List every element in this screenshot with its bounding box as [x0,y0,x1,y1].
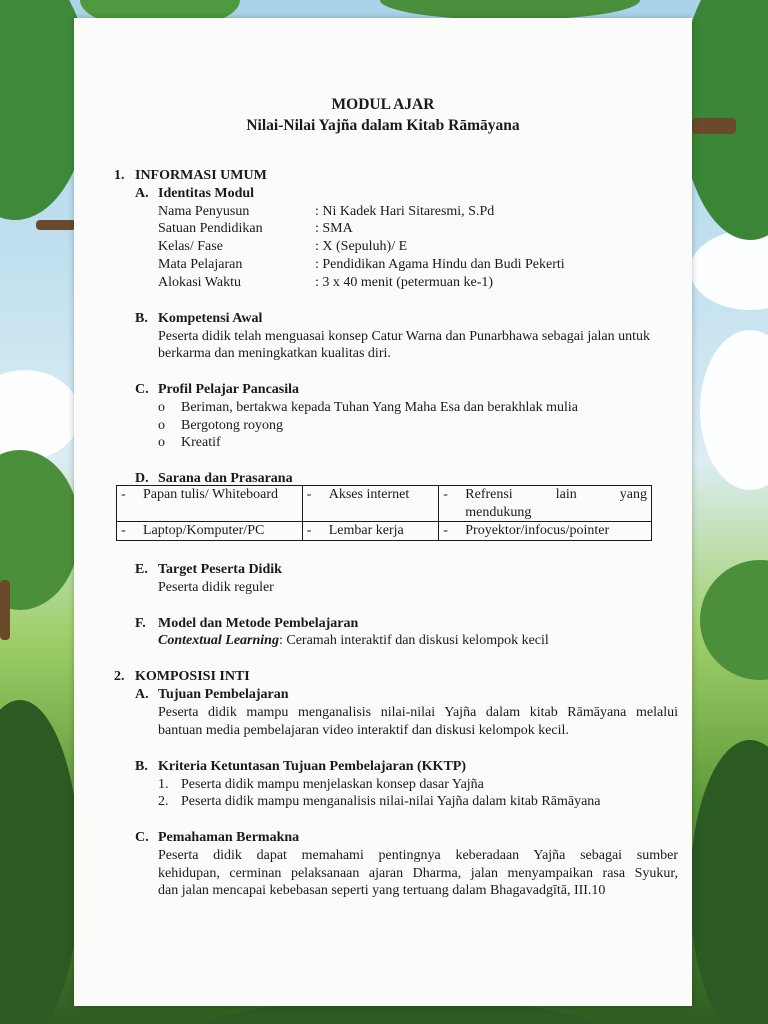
document-title: MODUL AJAR [331,96,435,113]
document-page [74,18,692,1006]
tree-branch [36,220,76,230]
subsection-letter: B. [135,759,148,774]
section-number: 2. [114,669,125,684]
tree-canopy [700,560,768,680]
cell-text: Refrensi lain yang [465,487,647,502]
subsection-letter: A. [135,186,149,201]
table-cell [117,486,303,522]
table-row [117,486,652,522]
list-item: Peserta didik mampu menjelaskan konsep dasar Yajña [181,777,484,792]
table-cell [439,522,652,541]
subsection-heading: Identitas Modul [158,186,255,201]
dash-marker: - [121,487,126,502]
subsection-heading: Tujuan Pembelajaran [158,687,289,702]
field-label: Satuan Pendidikan [158,221,263,236]
tree-trunk [0,580,10,640]
cell-text: Lembar kerja [328,523,404,539]
dash-marker: - [443,523,448,539]
field-value: : SMA [315,221,353,236]
dash-marker: - [121,523,126,539]
subsection-letter: C. [135,830,149,845]
paragraph-line: berkarma dan meningkatkan kualitas diri. [158,346,391,361]
cloud [690,230,768,310]
field-value: : Ni Kadek Hari Sitaresmi, S.Pd [315,204,495,219]
cell-text: Proyektor/infocus/pointer [465,523,610,539]
paragraph-line: Peserta didik dapat memahami pentingnya keberadaan Yajña sebagai sumber [158,848,678,863]
subsection-letter: F. [135,616,146,631]
cell-text: Papan tulis/ Whiteboard [143,487,279,502]
list-item: Bergotong royong [181,418,284,433]
field-label: Kelas/ Fase [158,239,223,254]
cloud [0,370,80,460]
list-item: Beriman, bertakwa kepada Tuhan Yang Maha Esa dan berakhlak mulia [181,400,578,415]
section-heading: KOMPOSISI INTI [135,669,250,684]
cell-text: mendukung [465,504,532,520]
subsection-letter: C. [135,382,149,397]
paragraph-line: Peserta didik mampu menganalisis nilai-nilai Yajña dalam kitab Rāmāyana melalui [158,705,678,720]
cloud [700,330,768,490]
tree-canopy [380,0,640,20]
foliage [0,700,80,1024]
field-value: : 3 x 40 menit (petermuan ke-1) [315,275,494,290]
subsection-heading: Kompetensi Awal [158,311,263,326]
foliage [690,740,768,1024]
document-subtitle: Nilai-Nilai Yajña dalam Kitab Rāmāyana [246,117,520,134]
list-item: Peserta didik mampu menganalisis nilai-nilai Yajña dalam kitab Rāmāyana [181,794,601,809]
field-label: Nama Penyusun [158,204,250,219]
bullet-icon: o [158,418,165,433]
paragraph-line: Peserta didik telah menguasai konsep Catur Warna dan Punarbhawa sebagai jalan untuk [158,329,650,344]
tree-canopy [0,450,80,610]
list-item: Kreatif [181,435,221,450]
field-label: Mata Pelajaran [158,257,243,272]
method-description: : Ceramah interaktif dan diskusi kelompok kecil [278,633,549,648]
cell-text: Akses internet [328,487,410,502]
bullet-icon: o [158,400,165,415]
bullet-icon: o [158,435,165,450]
subsection-heading: Pemahaman Bermakna [158,830,300,845]
section-number: 1. [114,168,125,183]
table-row [117,522,652,541]
subsection-heading: Kriteria Ketuntasan Tujuan Pembelajaran (KKTP) [158,759,466,774]
paragraph-line [158,632,549,650]
subsection-heading: Sarana dan Prasarana [158,471,293,486]
subsection-letter: A. [135,687,149,702]
method-name: Contextual Learning [158,633,279,648]
field-label: Alokasi Waktu [158,275,241,290]
paragraph-line: kehidupan, cerminan pelaksanaan ajaran Dharma, jalan menyampaikan rasa Syukur, [158,866,678,881]
paragraph-line: bantuan media pembelajaran video interaktif dan diskusi kelompok kecil. [158,723,569,738]
list-number: 2. [158,794,169,809]
subsection-heading: Profil Pelajar Pancasila [158,382,300,397]
subsection-heading: Model dan Metode Pembelajaran [158,616,359,631]
dash-marker: - [443,487,448,502]
dash-marker: - [306,487,312,502]
dash-marker: - [306,523,312,539]
sarana-table [116,485,652,541]
table-cell [302,522,439,541]
subsection-letter: D. [135,471,149,486]
table-cell [439,486,652,522]
subsection-heading: Target Peserta Didik [158,562,282,577]
paragraph-line: Peserta didik reguler [158,580,274,595]
subsection-letter: B. [135,311,148,326]
subsection-letter: E. [135,562,148,577]
tree-branch [692,118,736,134]
paragraph-line: dan jalan mencapai kebebasan seperti yang tertuang dalam Bhagavadgītā, III.10 [158,883,606,898]
section-heading: INFORMASI UMUM [135,168,267,183]
cell-text: Laptop/Komputer/PC [143,523,265,539]
table-cell [117,522,303,541]
field-value: : X (Sepuluh)/ E [315,239,408,254]
table-cell [302,486,439,522]
field-value: : Pendidikan Agama Hindu dan Budi Pekerti [315,257,565,272]
list-number: 1. [158,777,169,792]
